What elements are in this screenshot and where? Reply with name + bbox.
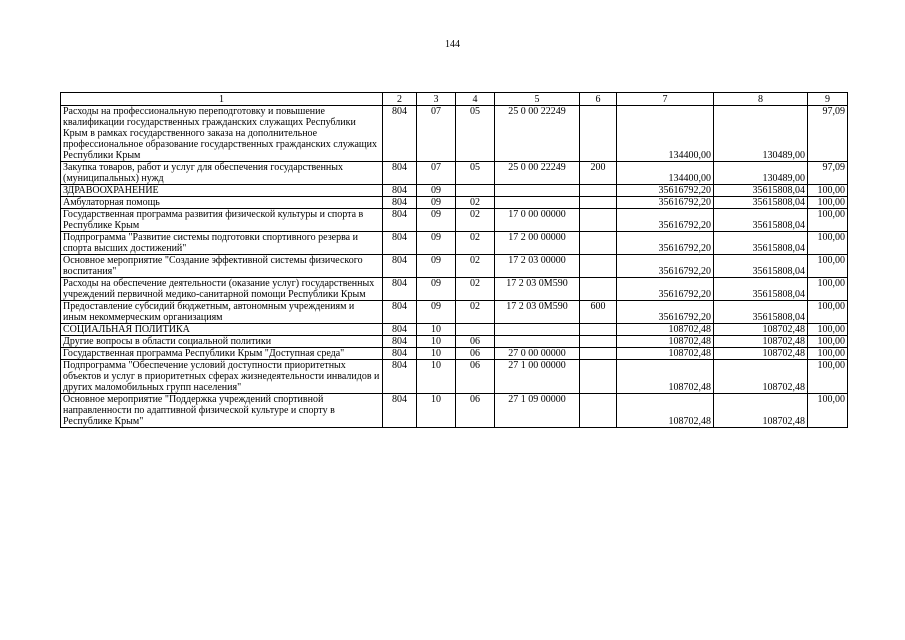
table-row xyxy=(61,278,848,301)
grbs-code: 804 xyxy=(383,106,417,162)
execution-percent: 97,09 xyxy=(808,106,848,162)
expense-type-code xyxy=(580,209,617,232)
actual-amount: 35615808,04 xyxy=(714,197,808,209)
execution-percent: 100,00 xyxy=(808,301,848,324)
header-cell: 3 xyxy=(417,93,456,106)
target-article-code: 17 2 03 00000 xyxy=(495,255,580,278)
expense-type-code xyxy=(580,360,617,394)
section-code: 09 xyxy=(417,209,456,232)
expense-type-code xyxy=(580,348,617,360)
plan-amount: 35616792,20 xyxy=(617,232,714,255)
section-code: 09 xyxy=(417,278,456,301)
expense-type-code xyxy=(580,324,617,336)
row-name: ЗДРАВООХРАНЕНИЕ xyxy=(61,185,383,197)
row-name: Другие вопросы в области социальной политики xyxy=(61,336,383,348)
table-row xyxy=(61,360,848,394)
section-code: 10 xyxy=(417,360,456,394)
expense-type-code xyxy=(580,232,617,255)
section-code: 09 xyxy=(417,232,456,255)
actual-amount: 35615808,04 xyxy=(714,232,808,255)
header-cell: 8 xyxy=(714,93,808,106)
budget-table xyxy=(60,92,848,428)
actual-amount: 108702,48 xyxy=(714,336,808,348)
grbs-code: 804 xyxy=(383,336,417,348)
grbs-code: 804 xyxy=(383,301,417,324)
table-row xyxy=(61,185,848,197)
table-row xyxy=(61,106,848,162)
table-row xyxy=(61,336,848,348)
target-article-code: 27 0 00 00000 xyxy=(495,348,580,360)
table-row xyxy=(61,209,848,232)
grbs-code: 804 xyxy=(383,324,417,336)
plan-amount: 35616792,20 xyxy=(617,301,714,324)
expense-type-code xyxy=(580,106,617,162)
actual-amount: 35615808,04 xyxy=(714,255,808,278)
plan-amount: 35616792,20 xyxy=(617,197,714,209)
header-cell: 5 xyxy=(495,93,580,106)
section-code: 10 xyxy=(417,336,456,348)
header-cell: 7 xyxy=(617,93,714,106)
section-code: 09 xyxy=(417,255,456,278)
expense-type-code xyxy=(580,255,617,278)
target-article-code: 25 0 00 22249 xyxy=(495,162,580,185)
section-code: 09 xyxy=(417,301,456,324)
grbs-code: 804 xyxy=(383,348,417,360)
expense-type-code: 200 xyxy=(580,162,617,185)
grbs-code: 804 xyxy=(383,255,417,278)
actual-amount: 108702,48 xyxy=(714,348,808,360)
grbs-code: 804 xyxy=(383,162,417,185)
page-number: 144 xyxy=(445,39,460,50)
target-article-code: 17 2 00 00000 xyxy=(495,232,580,255)
row-name: Расходы на профессиональную переподготовку и повышение квалификации государственных гражданских служащих Республики Крым в рамках государственного заказа на дополнительное профессиональное образование государственных гражданских служащих Республики Крым xyxy=(61,106,383,162)
row-name: Основное мероприятие "Создание эффективной системы физического воспитания" xyxy=(61,255,383,278)
section-code: 07 xyxy=(417,106,456,162)
plan-amount: 108702,48 xyxy=(617,394,714,428)
target-article-code: 17 2 03 0М590 xyxy=(495,278,580,301)
row-name: Основное мероприятие "Поддержка учреждений спортивной направленности по адаптивной физической культуре и спорту в Республике Крым" xyxy=(61,394,383,428)
row-name: Государственная программа развития физической культуры и спорта в Республике Крым xyxy=(61,209,383,232)
row-name: Амбулаторная помощь xyxy=(61,197,383,209)
target-article-code: 27 1 00 00000 xyxy=(495,360,580,394)
section-code: 07 xyxy=(417,162,456,185)
plan-amount: 108702,48 xyxy=(617,324,714,336)
plan-amount: 134400,00 xyxy=(617,162,714,185)
header-cell: 2 xyxy=(383,93,417,106)
execution-percent: 97,09 xyxy=(808,162,848,185)
section-code: 09 xyxy=(417,185,456,197)
execution-percent: 100,00 xyxy=(808,197,848,209)
subsection-code: 06 xyxy=(456,394,495,428)
grbs-code: 804 xyxy=(383,185,417,197)
subsection-code: 06 xyxy=(456,336,495,348)
header-row xyxy=(61,93,848,106)
expense-type-code xyxy=(580,197,617,209)
section-code: 10 xyxy=(417,348,456,360)
actual-amount: 35615808,04 xyxy=(714,301,808,324)
execution-percent: 100,00 xyxy=(808,209,848,232)
target-article-code: 17 0 00 00000 xyxy=(495,209,580,232)
table-row xyxy=(61,394,848,428)
target-article-code xyxy=(495,197,580,209)
actual-amount: 108702,48 xyxy=(714,394,808,428)
row-name: Расходы на обеспечение деятельности (оказание услуг) государственных учреждений первичной медико-санитарной помощи Республики Крым xyxy=(61,278,383,301)
row-name: Подпрограмма "Развитие системы подготовки спортивного резерва и спорта высших достижений" xyxy=(61,232,383,255)
grbs-code: 804 xyxy=(383,209,417,232)
expense-type-code: 600 xyxy=(580,301,617,324)
actual-amount: 35615808,04 xyxy=(714,185,808,197)
expense-type-code xyxy=(580,278,617,301)
subsection-code: 05 xyxy=(456,106,495,162)
header-cell: 9 xyxy=(808,93,848,106)
subsection-code: 02 xyxy=(456,255,495,278)
subsection-code: 06 xyxy=(456,348,495,360)
subsection-code: 02 xyxy=(456,278,495,301)
execution-percent: 100,00 xyxy=(808,278,848,301)
execution-percent: 100,00 xyxy=(808,232,848,255)
subsection-code: 05 xyxy=(456,162,495,185)
grbs-code: 804 xyxy=(383,197,417,209)
target-article-code: 17 2 03 0М590 xyxy=(495,301,580,324)
subsection-code xyxy=(456,324,495,336)
expense-type-code xyxy=(580,185,617,197)
actual-amount: 35615808,04 xyxy=(714,209,808,232)
subsection-code: 02 xyxy=(456,197,495,209)
grbs-code: 804 xyxy=(383,278,417,301)
actual-amount: 130489,00 xyxy=(714,106,808,162)
grbs-code: 804 xyxy=(383,394,417,428)
plan-amount: 35616792,20 xyxy=(617,278,714,301)
actual-amount: 108702,48 xyxy=(714,360,808,394)
target-article-code: 25 0 00 22249 xyxy=(495,106,580,162)
header-cell: 4 xyxy=(456,93,495,106)
plan-amount: 108702,48 xyxy=(617,348,714,360)
table-row xyxy=(61,324,848,336)
table-row xyxy=(61,232,848,255)
subsection-code: 02 xyxy=(456,209,495,232)
header-cell: 1 xyxy=(61,93,383,106)
actual-amount: 35615808,04 xyxy=(714,278,808,301)
row-name: Государственная программа Республики Крым "Доступная среда" xyxy=(61,348,383,360)
table-body xyxy=(61,106,848,428)
target-article-code xyxy=(495,324,580,336)
section-code: 10 xyxy=(417,394,456,428)
subsection-code: 06 xyxy=(456,360,495,394)
subsection-code xyxy=(456,185,495,197)
table-row xyxy=(61,255,848,278)
row-name: Закупка товаров, работ и услуг для обеспечения государственных (муниципальных) нужд xyxy=(61,162,383,185)
target-article-code: 27 1 09 00000 xyxy=(495,394,580,428)
row-name: Подпрограмма "Обеспечение условий доступности приоритетных объектов и услуг в приоритетных сферах жизнедеятельности инвалидов и других маломобильных групп населения" xyxy=(61,360,383,394)
row-name: Предоставление субсидий бюджетным, автономным учреждениям и иным некоммерческим организациям xyxy=(61,301,383,324)
execution-percent: 100,00 xyxy=(808,348,848,360)
plan-amount: 108702,48 xyxy=(617,336,714,348)
actual-amount: 130489,00 xyxy=(714,162,808,185)
section-code: 09 xyxy=(417,197,456,209)
expense-type-code xyxy=(580,336,617,348)
subsection-code: 02 xyxy=(456,232,495,255)
table-row xyxy=(61,348,848,360)
execution-percent: 100,00 xyxy=(808,360,848,394)
plan-amount: 35616792,20 xyxy=(617,209,714,232)
plan-amount: 108702,48 xyxy=(617,360,714,394)
plan-amount: 35616792,20 xyxy=(617,185,714,197)
grbs-code: 804 xyxy=(383,360,417,394)
plan-amount: 134400,00 xyxy=(617,106,714,162)
grbs-code: 804 xyxy=(383,232,417,255)
subsection-code: 02 xyxy=(456,301,495,324)
section-code: 10 xyxy=(417,324,456,336)
execution-percent: 100,00 xyxy=(808,394,848,428)
execution-percent: 100,00 xyxy=(808,324,848,336)
header-cell: 6 xyxy=(580,93,617,106)
execution-percent: 100,00 xyxy=(808,255,848,278)
target-article-code xyxy=(495,336,580,348)
table-row xyxy=(61,197,848,209)
execution-percent: 100,00 xyxy=(808,336,848,348)
table-row xyxy=(61,162,848,185)
plan-amount: 35616792,20 xyxy=(617,255,714,278)
execution-percent: 100,00 xyxy=(808,185,848,197)
actual-amount: 108702,48 xyxy=(714,324,808,336)
table-row xyxy=(61,301,848,324)
row-name: СОЦИАЛЬНАЯ ПОЛИТИКА xyxy=(61,324,383,336)
target-article-code xyxy=(495,185,580,197)
expense-type-code xyxy=(580,394,617,428)
